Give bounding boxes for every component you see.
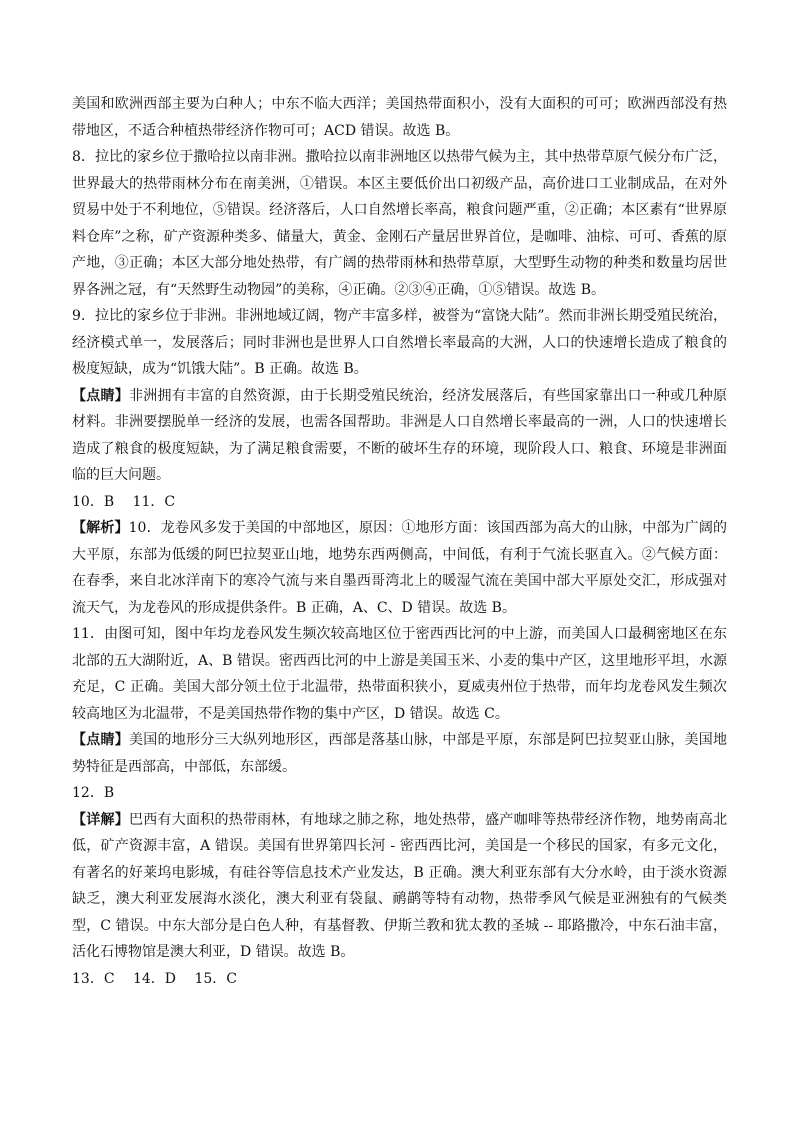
answers-13-15: 13．C 14．D 15．C [72, 970, 237, 987]
paragraph-text: 美国的地形分三大纵列地形区，西部是落基山脉，中部是平原，东部是阿巴拉契亚山脉，美国地势特征是西部高，中部低，东部缓。 [72, 732, 728, 775]
paragraph-text: 12．B [72, 785, 115, 801]
paragraph-answers-10-11 [72, 489, 727, 516]
paragraph-q8-explanation [72, 144, 727, 303]
paragraph-q7-continuation [72, 91, 727, 144]
paragraph-dianjing-africa [72, 383, 727, 489]
paragraph-tag: 【点睛】 [72, 387, 129, 404]
paragraph-dianjing-usa [72, 727, 727, 780]
paragraph-text: 非洲拥有丰富的自然资源，由于长期受殖民统治，经济发展落后，有些国家靠出口一种或几种原材料。非洲要摆脱单一经济的发展，也需各国帮助。非洲是人口自然增长率最高的一洲，人口的快速增长造成了粮食的极度短缺，为了满足粮食需要，不断的破坏生存的环境，现阶段人口、粮食、环境是非洲面临的巨大问题。 [72, 387, 728, 483]
paragraph-text: 美国和欧洲西部主要为白种人；中东不临大西洋；美国热带面积小，没有大面积的可可；欧洲西部没有热带地区，不适合种植热带经济作物可可；ACD 错误。故选 B。 [72, 96, 727, 139]
document-page [72, 91, 727, 992]
paragraph-tag: 【解析】 [72, 520, 129, 536]
paragraph-q10-analysis [72, 515, 727, 621]
paragraph-q12-detail [72, 807, 727, 966]
paragraph-q11-explanation [72, 621, 727, 727]
paragraph-q9-explanation [72, 303, 727, 383]
paragraph-answer-12 [72, 780, 727, 807]
paragraph-text: 11．由图可知，图中年均龙卷风发生频次较高地区位于密西西比河的中上游，而美国人口最稠密地区在东北部的五大湖附近，A、B 错误。密西西比河的中上游是美国玉米、小麦的集中产区，这里地形平坦，水源充足，C 正确。美国大部分领土位于北温带，热带面积狭小，夏威夷州位于热带，而年均龙卷风发生频次较高地区为北温带，不是美国热带作物的集中产区，D 错误。故选 C。 [72, 626, 727, 722]
paragraph-text: 巴西有大面积的热带雨林，有地球之肺之称，地处热带，盛产咖啡等热带经济作物，地势南高北低，矿产资源丰富，A 错误。美国有世界第四长河 - 密西西比河，美国是一个移民的国家，有多元文化，有著名的好莱坞电影城，有硅谷等信息技术产业发达，B 正确。澳大利亚东部有大分水岭，由于淡水资源缺乏，澳大利亚发展海水淡化，澳大利亚有袋鼠、鸸鹋等特有动物，热带季风气候是亚洲独有的气候类型，C 错误。中东大部分是白色人种，有基督教、伊斯兰教和犹太教的圣城 -- 耶路撒冷，中东石油丰富，活化石博物馆是澳大利亚，D 错误。故选 B。 [72, 811, 728, 960]
paragraph-text: 8．拉比的家乡位于撒哈拉以南非洲。撒哈拉以南非洲地区以热带气候为主，其中热带草原气候分布广泛，世界最大的热带雨林分布在南美洲，①错误。本区主要低价出口初级产品，高价进口工业制成品，在对外贸易中处于不利地位，⑤错误。经济落后，人口自然增长率高，粮食问题严重，②正确；本区素有“世界原料仓库”之称，矿产资源种类多、储量大，黄金、金刚石产量居世界首位，是咖啡、油棕、可可、香蕉的原产地，③正确；本区大部分地处热带，有广阔的热带雨林和热带草原，大型野生动物的种类和数量均居世界各洲之冠，有“天然野生动物园”的美称，④正确。②③④正确，①⑤错误。故选 B。 [72, 149, 727, 298]
paragraph-text: 10．B 11．C [72, 493, 176, 510]
paragraph-text: 9．拉比的家乡位于非洲。非洲地域辽阔，物产丰富多样，被誉为“富饶大陆”。然而非洲长期受殖民统治，经济模式单一，发展落后；同时非洲也是世界人口自然增长率最高的大洲，人口的快速增长造成了粮食的极度短缺，成为“饥饿大陆”。B 正确。故选 B。 [72, 308, 727, 377]
paragraph-text: 10．龙卷风多发于美国的中部地区，原因：①地形方面：该国西部为高大的山脉，中部为广阔的大平原，东部为低缓的阿巴拉契亚山地，地势东西两侧高，中间低，有利于气流长驱直入。②气候方面：在春季，来自北冰洋南下的寒冷气流与来自墨西哥湾北上的暖湿气流在美国中部大平原处交汇，形成强对流天气，为龙卷风的形成提供条件。B 正确，A、C、D 错误。故选 B。 [72, 520, 728, 616]
paragraph-tag: 【点睛】 [72, 732, 129, 748]
paragraph-tag: 【详解】 [72, 811, 129, 828]
